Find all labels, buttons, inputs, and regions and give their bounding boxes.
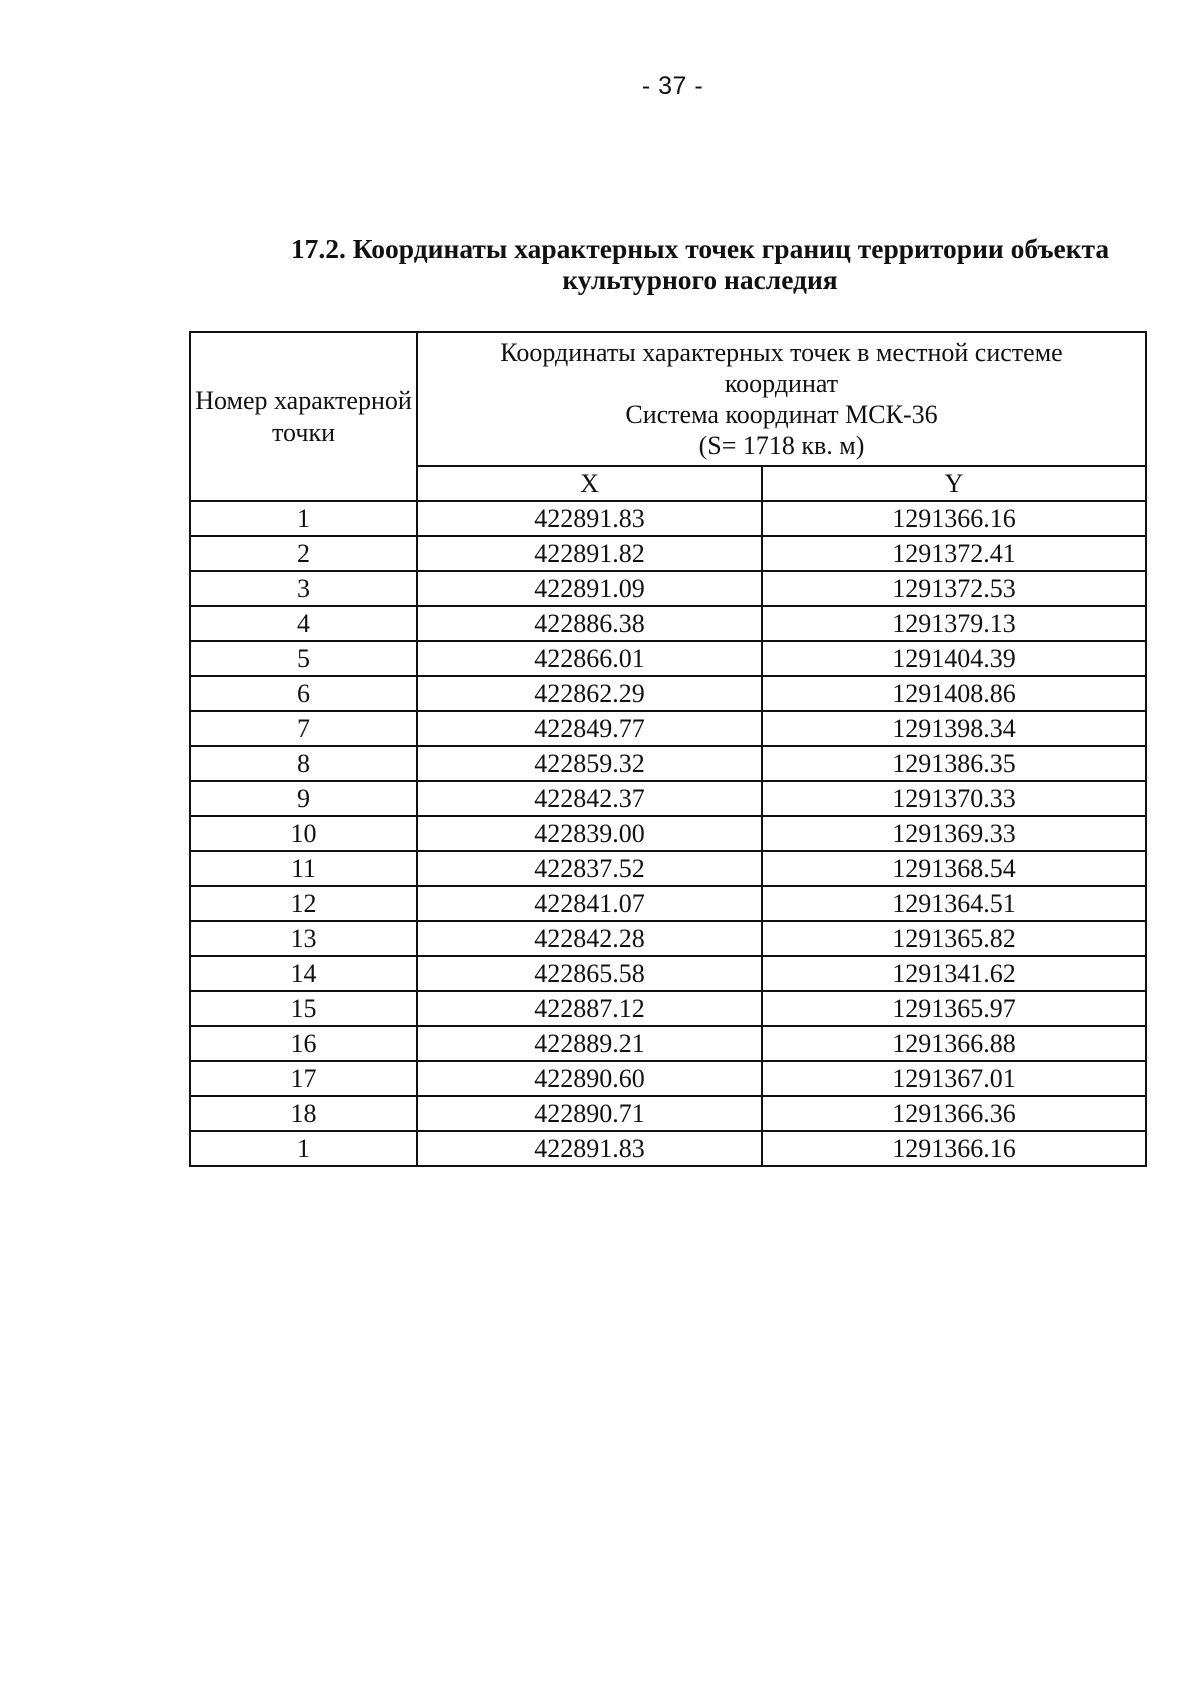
table-row xyxy=(190,1131,1146,1166)
table-row xyxy=(190,991,1146,1026)
header-coordinates xyxy=(417,332,1146,466)
table-row xyxy=(190,851,1146,886)
cell-x: 422839.00 xyxy=(417,816,762,851)
cell-x: 422862.29 xyxy=(417,676,762,711)
cell-y: 1291386.35 xyxy=(762,746,1146,781)
cell-point-number: 12 xyxy=(190,886,417,921)
table-body xyxy=(190,501,1146,1166)
cell-x: 422891.83 xyxy=(417,501,762,536)
cell-x: 422837.52 xyxy=(417,851,762,886)
table-row xyxy=(190,921,1146,956)
cell-y: 1291404.39 xyxy=(762,641,1146,676)
table-row xyxy=(190,606,1146,641)
cell-point-number: 10 xyxy=(190,816,417,851)
table-row xyxy=(190,711,1146,746)
cell-x: 422890.71 xyxy=(417,1096,762,1131)
header-y: Y xyxy=(762,466,1146,501)
cell-y: 1291366.88 xyxy=(762,1026,1146,1061)
cell-y: 1291366.36 xyxy=(762,1096,1146,1131)
cell-point-number: 3 xyxy=(190,571,417,606)
cell-x: 422849.77 xyxy=(417,711,762,746)
table-row xyxy=(190,746,1146,781)
header-coordinates-line-3: Система координат МСК-36 xyxy=(625,400,938,429)
cell-y: 1291408.86 xyxy=(762,676,1146,711)
cell-x: 422865.58 xyxy=(417,956,762,991)
header-coordinates-line-4: (S= 1718 кв. м) xyxy=(698,431,865,460)
cell-y: 1291369.33 xyxy=(762,816,1146,851)
cell-point-number: 9 xyxy=(190,781,417,816)
cell-point-number: 5 xyxy=(190,641,417,676)
cell-point-number: 6 xyxy=(190,676,417,711)
table-row xyxy=(190,641,1146,676)
cell-point-number: 2 xyxy=(190,536,417,571)
cell-x: 422842.37 xyxy=(417,781,762,816)
cell-y: 1291341.62 xyxy=(762,956,1146,991)
cell-point-number: 16 xyxy=(190,1026,417,1061)
cell-point-number: 14 xyxy=(190,956,417,991)
cell-point-number: 1 xyxy=(190,1131,417,1166)
table-header xyxy=(190,332,1146,501)
page-number: - 37 - xyxy=(641,72,704,100)
cell-y: 1291364.51 xyxy=(762,886,1146,921)
section-title-line-1: 17.2. Координаты характерных точек границ территории объекта xyxy=(290,233,1110,264)
cell-x: 422886.38 xyxy=(417,606,762,641)
coordinates-table xyxy=(189,331,1147,1167)
table-row xyxy=(190,956,1146,991)
cell-point-number: 11 xyxy=(190,851,417,886)
cell-y: 1291398.34 xyxy=(762,711,1146,746)
cell-x: 422859.32 xyxy=(417,746,762,781)
table-row xyxy=(190,501,1146,536)
table-row xyxy=(190,816,1146,851)
header-x: X xyxy=(417,466,762,501)
cell-x: 422891.83 xyxy=(417,1131,762,1166)
cell-x: 422891.82 xyxy=(417,536,762,571)
cell-y: 1291366.16 xyxy=(762,1131,1146,1166)
cell-y: 1291366.16 xyxy=(762,501,1146,536)
cell-x: 422841.07 xyxy=(417,886,762,921)
table-row xyxy=(190,1096,1146,1131)
section-title xyxy=(230,233,1170,295)
cell-point-number: 8 xyxy=(190,746,417,781)
cell-y: 1291372.41 xyxy=(762,536,1146,571)
header-coordinates-line-1: Координаты характерных точек в местной системе xyxy=(500,338,1063,367)
table-row xyxy=(190,536,1146,571)
cell-point-number: 1 xyxy=(190,501,417,536)
table-row xyxy=(190,886,1146,921)
cell-y: 1291379.13 xyxy=(762,606,1146,641)
cell-point-number: 17 xyxy=(190,1061,417,1096)
table-row xyxy=(190,571,1146,606)
cell-x: 422887.12 xyxy=(417,991,762,1026)
cell-point-number: 18 xyxy=(190,1096,417,1131)
cell-y: 1291365.82 xyxy=(762,921,1146,956)
cell-point-number: 7 xyxy=(190,711,417,746)
cell-y: 1291370.33 xyxy=(762,781,1146,816)
table-row xyxy=(190,676,1146,711)
cell-x: 422891.09 xyxy=(417,571,762,606)
cell-y: 1291368.54 xyxy=(762,851,1146,886)
cell-x: 422890.60 xyxy=(417,1061,762,1096)
table-row xyxy=(190,1061,1146,1096)
table-row xyxy=(190,781,1146,816)
cell-x: 422842.28 xyxy=(417,921,762,956)
cell-point-number: 4 xyxy=(190,606,417,641)
cell-x: 422866.01 xyxy=(417,641,762,676)
cell-y: 1291365.97 xyxy=(762,991,1146,1026)
header-point-number: Номер характерной точки xyxy=(190,332,417,501)
cell-y: 1291372.53 xyxy=(762,571,1146,606)
table-row xyxy=(190,1026,1146,1061)
cell-point-number: 13 xyxy=(190,921,417,956)
cell-point-number: 15 xyxy=(190,991,417,1026)
cell-y: 1291367.01 xyxy=(762,1061,1146,1096)
header-coordinates-line-2: координат xyxy=(724,369,839,398)
section-title-line-2: культурного наследия xyxy=(562,264,838,295)
cell-x: 422889.21 xyxy=(417,1026,762,1061)
